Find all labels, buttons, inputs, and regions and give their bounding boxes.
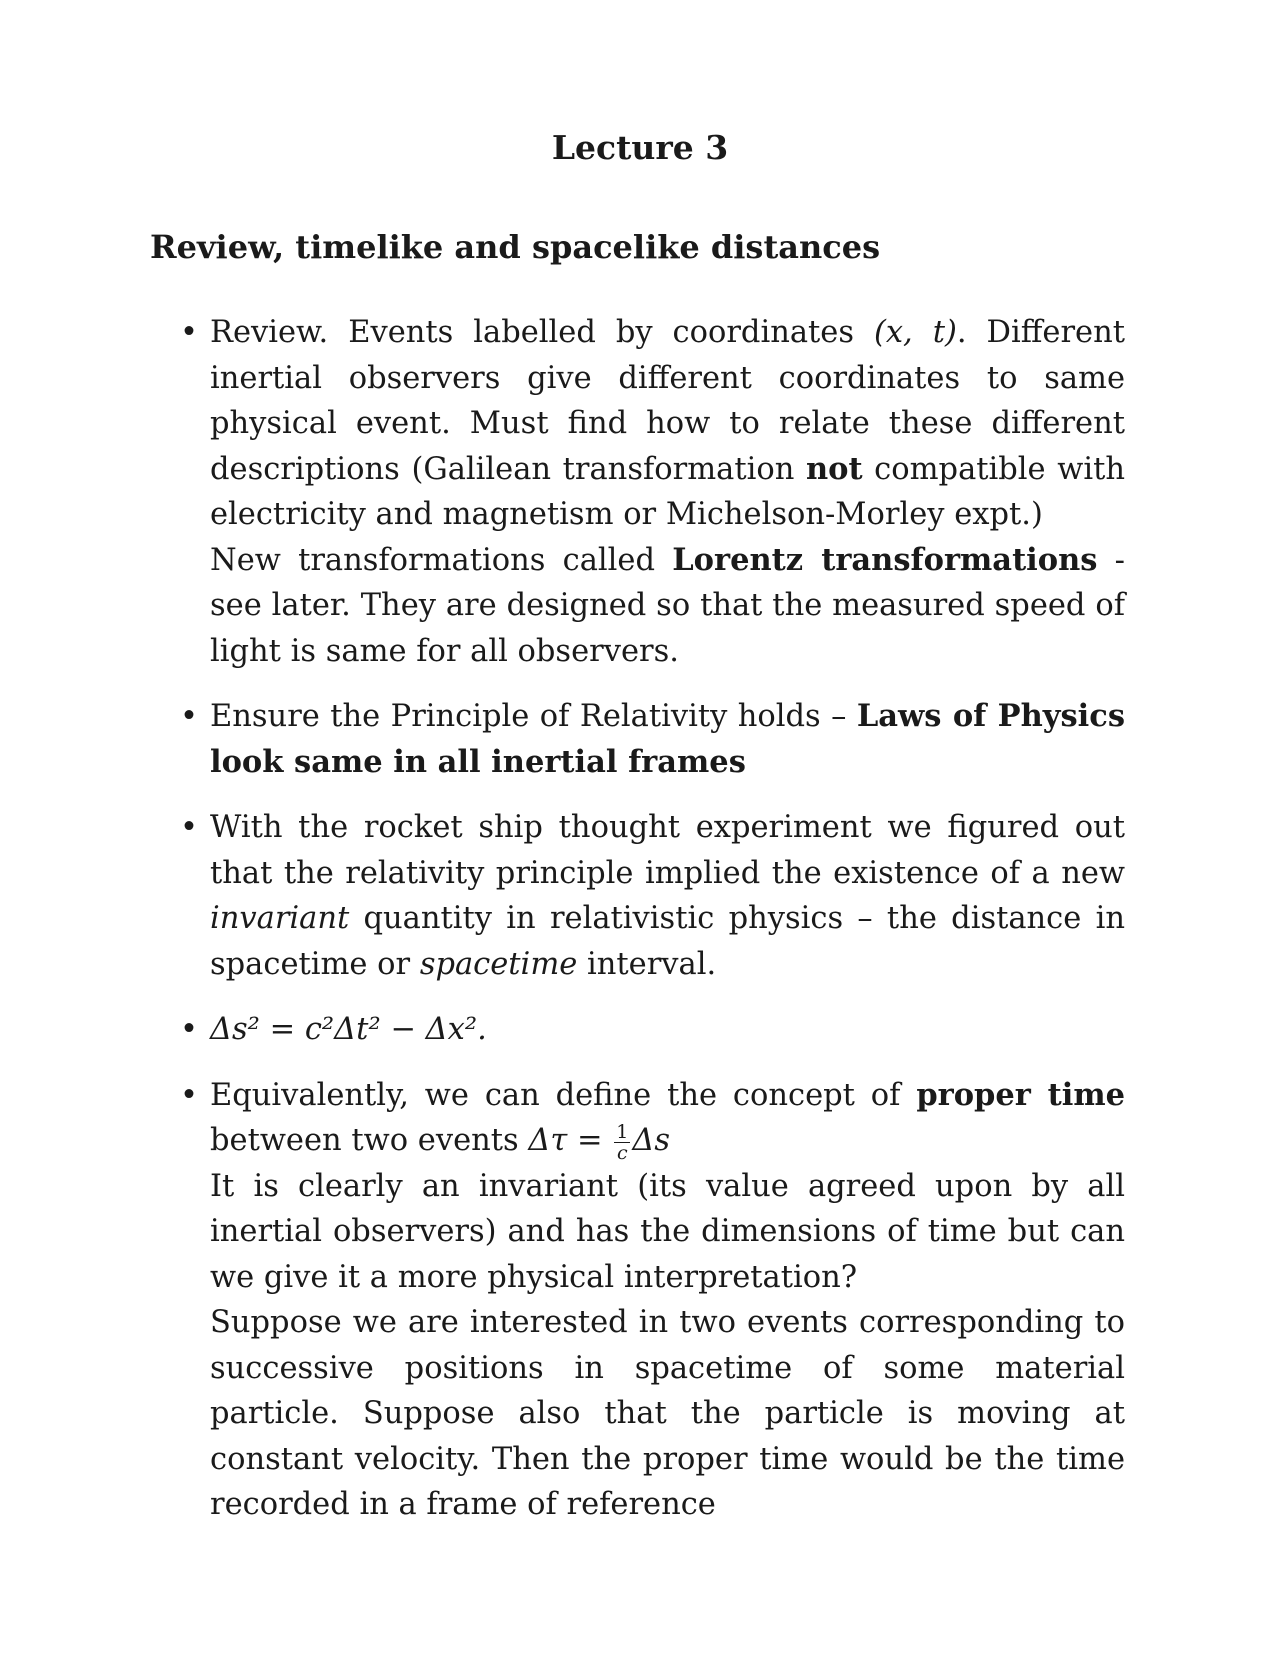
bullet-marker: • bbox=[180, 1077, 198, 1113]
list-item-proper-time bbox=[180, 1073, 1125, 1528]
emphasis-laws: Laws of Physics look same in all inertial frames bbox=[210, 698, 1125, 780]
list-item-review bbox=[180, 310, 1125, 674]
coordinates-math: (x, t) bbox=[873, 315, 957, 350]
paragraph: Equivalently, we can define the concept of proper time between two events Δτ = $\frac{1}{c}$ Δs bbox=[210, 1076, 1125, 1164]
emphasis-invariant: invariant bbox=[210, 901, 350, 936]
emphasis-spacetime: spacetime bbox=[419, 946, 578, 982]
paragraph: Review. Events labelled by coordinates (x, t). Different inertial observers give different coordinates to same physical event. Must find how to relate these different descriptions (Galilean transformation not compatible with electricity and magnetism or Michelson-Morley expt.) bbox=[210, 315, 1125, 532]
emphasis-lorentz: Lorentz transformations bbox=[672, 541, 1098, 578]
bullet-marker: • bbox=[180, 1012, 198, 1047]
bullet-marker: • bbox=[180, 699, 198, 734]
proper-time-rhs: Δs bbox=[632, 1123, 671, 1158]
fraction-one-over-c: $\frac{1}{c}$ bbox=[616, 1120, 629, 1164]
list-item-principle: • Ensure the Principle of Relativity holds – Laws of Physics look same in all inertial frames bbox=[210, 694, 1125, 785]
list-item-rocket: • With the rocket ship thought experiment we figured out that the relativity principle implied the existence of a new invariant quantity in relativistic physics – the distance in spacetime or spacetime interval. bbox=[210, 805, 1125, 987]
proper-time-lhs: Δτ = bbox=[528, 1123, 613, 1158]
emphasis-proper-time: proper time bbox=[916, 1076, 1125, 1113]
emphasis-not: not bbox=[805, 450, 863, 487]
paragraph: It is clearly an invariant (its value agreed upon by all inertial observers) and has the dimensions of time but can we give it a more physical interpretation? bbox=[210, 1168, 1125, 1295]
bullet-marker: • bbox=[180, 810, 198, 845]
lecture-title: Lecture 3 bbox=[551, 128, 729, 167]
interval-equation: Δs² = c²Δt² − Δx². bbox=[210, 1012, 487, 1047]
section-heading: Review, timelike and spacelike distances bbox=[150, 228, 881, 266]
paragraph: Suppose we are interested in two events corresponding to successive positions in spacetime of some material particle. Suppose also that the particle is moving at constant velocity. Then the proper time would be the time recorded in a frame of reference bbox=[210, 1305, 1125, 1522]
bullet-list bbox=[180, 310, 1125, 1548]
list-item-interval-equation bbox=[180, 1007, 1125, 1053]
bullet-marker: • bbox=[180, 315, 198, 350]
paragraph: New transformations called Lorentz transformations - see later. They are designed so that the measured speed of light is same for all observers. bbox=[210, 541, 1125, 669]
